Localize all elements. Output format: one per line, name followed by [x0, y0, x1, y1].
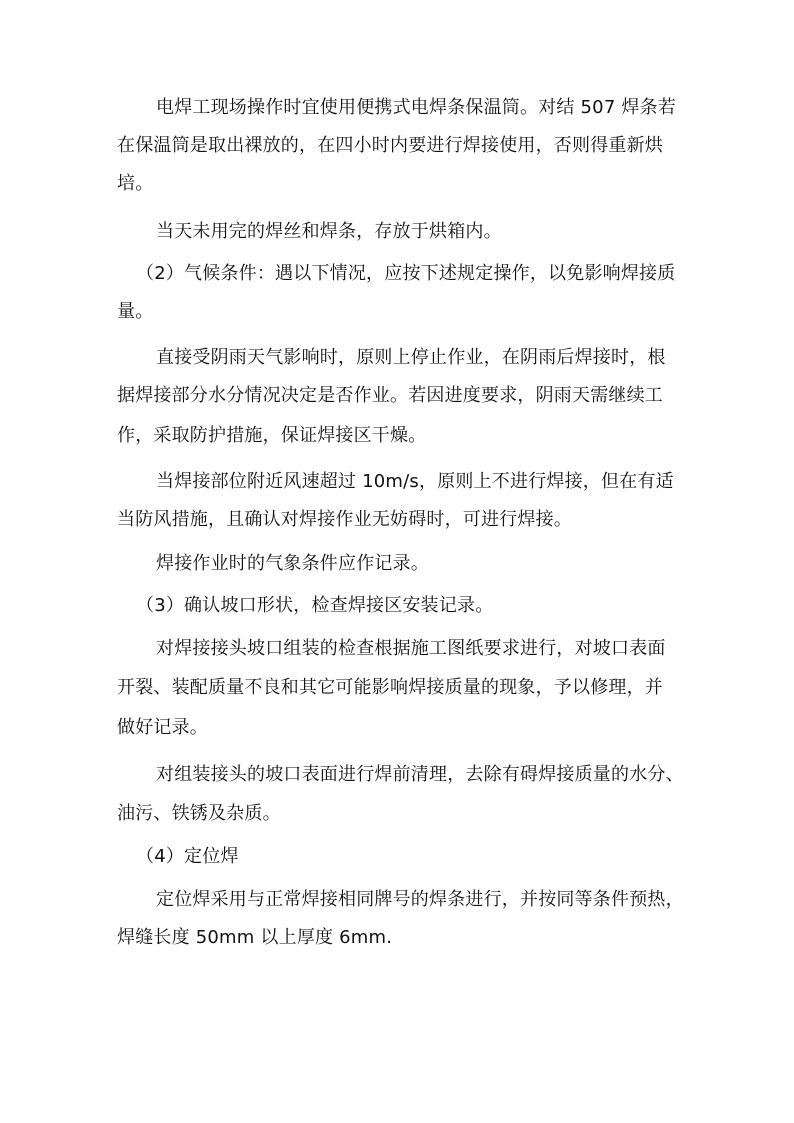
text-line: （3）确认坡口形状，检查焊接区安装记录。 — [136, 595, 494, 616]
text-line: （4）定位焊 — [136, 846, 239, 867]
text-line: 做好记录。 — [117, 717, 208, 738]
text-line: 当天未用完的焊丝和焊条，存放于烘箱内。 — [156, 221, 502, 242]
text-line: 油污、铁锈及杂质。 — [117, 803, 281, 824]
text-line: 量。 — [117, 301, 154, 322]
text-line: 焊缝长度 50mm 以上厚度 6mm. — [117, 927, 393, 948]
text-line: 直接受阴雨天气影响时，原则上停止作业，在阴雨后焊接时，根 — [156, 347, 666, 368]
text-line: （2）气候条件：遇以下情况，应按下述规定操作，以免影响焊接质 — [136, 263, 676, 284]
text-line: 在保温筒是取出裸放的，在四小时内要进行焊接使用，否则得重新烘 — [117, 135, 663, 156]
text-line: 电焊工现场操作时宜使用便携式电焊条保温筒。对结 507 焊条若 — [156, 97, 676, 118]
text-line: 对组装接头的坡口表面进行焊前清理，去除有碍焊接质量的水分、 — [156, 764, 684, 785]
text-line: 当焊接部位附近风速超过 10m/s，原则上不进行焊接，但在有适 — [156, 471, 674, 492]
text-line: 定位焊采用与正常焊接相同牌号的焊条进行，并按同等条件预热， — [156, 889, 684, 910]
text-line: 当防风措施，且确认对焊接作业无妨碍时，可进行焊接。 — [117, 509, 572, 530]
text-line: 对焊接接头坡口组装的检查根据施工图纸要求进行，对坡口表面 — [156, 638, 666, 659]
text-line: 培。 — [117, 173, 154, 194]
text-line: 据焊接部分水分情况决定是否作业。若因进度要求，阴雨天需继续工 — [117, 385, 663, 406]
text-line: 作，采取防护措施，保证焊接区干燥。 — [117, 425, 427, 446]
text-line: 焊接作业时的气象条件应作记录。 — [156, 553, 429, 574]
text-line: 开裂、装配质量不良和其它可能影响焊接质量的现象，予以修理，并 — [117, 677, 663, 698]
